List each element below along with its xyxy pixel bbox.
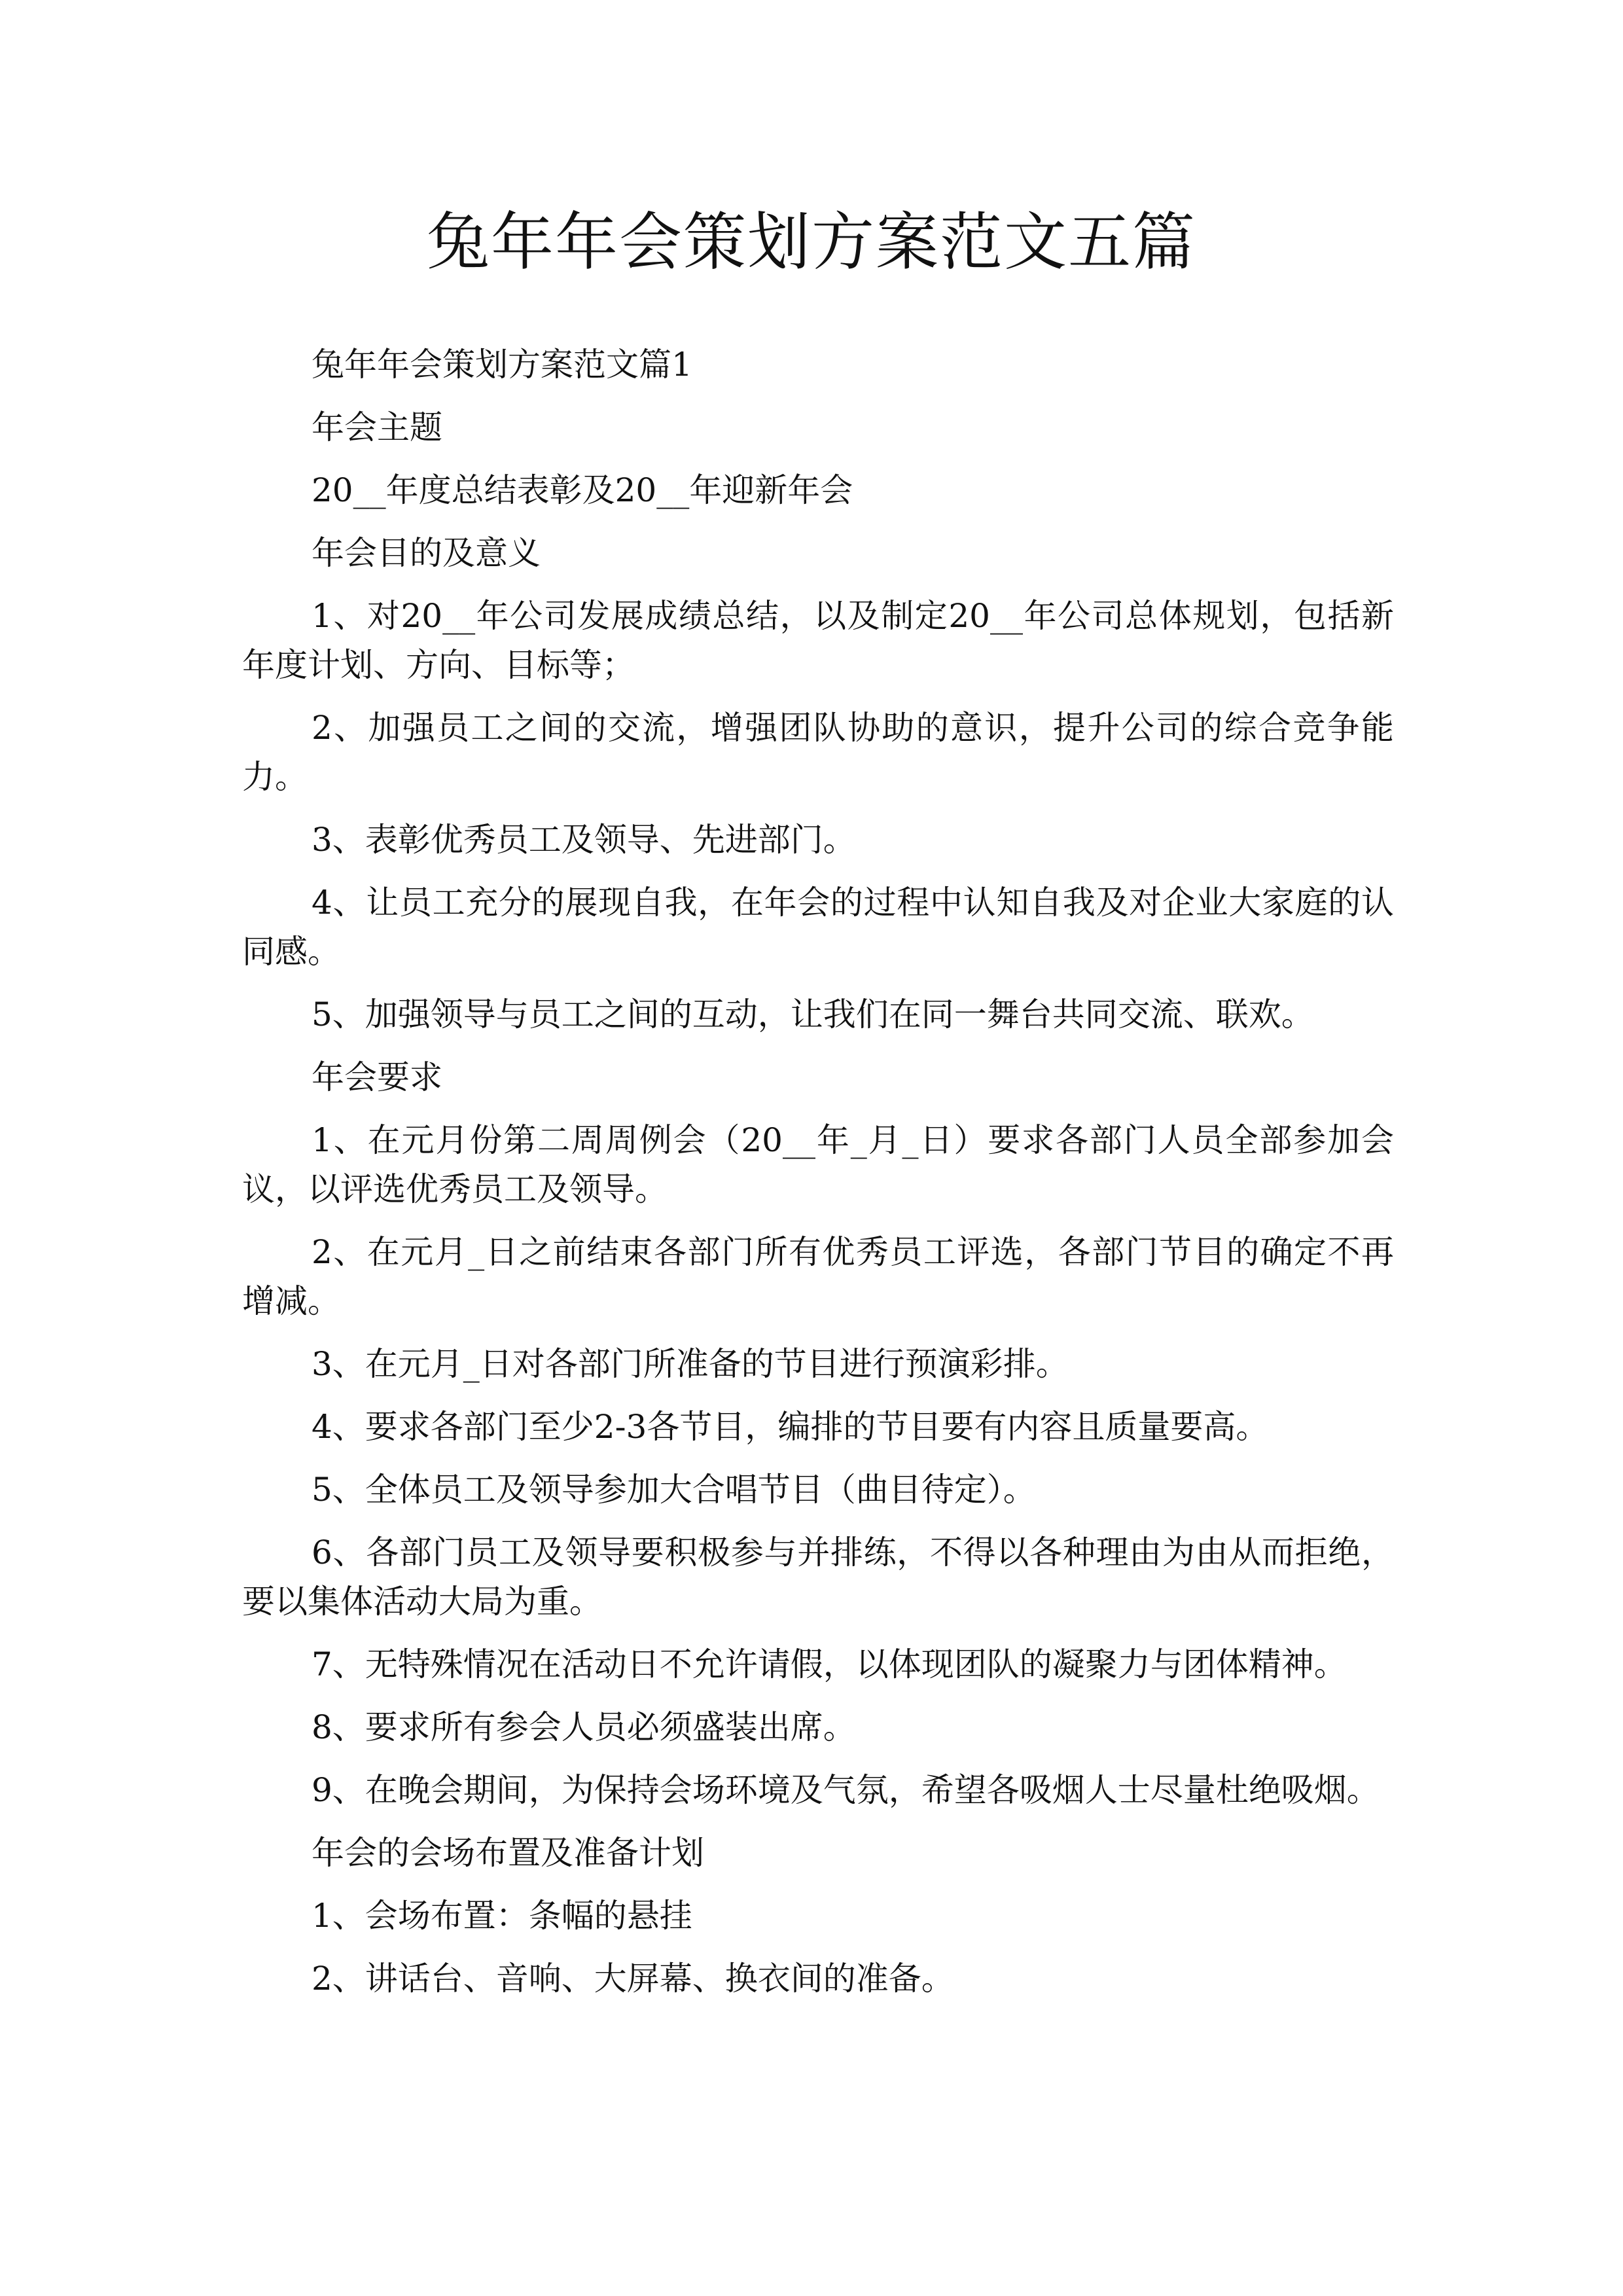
subsection-heading: 年会主题 — [312, 408, 442, 446]
list-item: 1、在元月份第二周周例会（20__年_月_日）要求各部门人员全部参加会议，以评选优秀员工及领导。 — [242, 1121, 1394, 1208]
list-item: 7、无特殊情况在活动日不允许请假，以体现团队的凝聚力与团体精神。 — [312, 1645, 1347, 1683]
list-item: 8、要求所有参会人员必须盛装出席。 — [312, 1708, 856, 1746]
subsection-heading: 年会的会场布置及准备计划 — [312, 1834, 704, 1872]
list-item: 9、在晚会期间，为保持会场环境及气氛，希望各吸烟人士尽量杜绝吸烟。 — [312, 1771, 1380, 1809]
list-item: 2、在元月_日之前结束各部门所有优秀员工评选，各部门节目的确定不再增减。 — [242, 1233, 1394, 1320]
paragraph: 20__年度总结表彰及20__年迎新年会 — [312, 471, 853, 509]
document-body — [242, 340, 1394, 2017]
list-item: 4、要求各部门至少2-3各节目，编排的节目要有内容且质量要高。 — [312, 1408, 1269, 1446]
list-item: 4、让员工充分的展现自我，在年会的过程中认知自我及对企业大家庭的认同感。 — [242, 884, 1394, 971]
list-item: 6、各部门员工及领导要积极参与并排练，不得以各种理由为由从而拒绝，要以集体活动大局为重。 — [242, 1534, 1394, 1621]
list-item: 5、加强领导与员工之间的互动，让我们在同一舞台共同交流、联欢。 — [312, 996, 1314, 1033]
list-item: 3、在元月_日对各部门所准备的节目进行预演彩排。 — [312, 1345, 1069, 1383]
list-item: 5、全体员工及领导参加大合唱节目（曲目待定）。 — [312, 1471, 1036, 1509]
section-heading: 兔年年会策划方案范文篇1 — [312, 346, 692, 384]
list-item: 2、讲话台、音响、大屏幕、换衣间的准备。 — [312, 1960, 954, 1998]
subsection-heading: 年会目的及意义 — [312, 534, 541, 572]
list-item: 1、对20__年公司发展成绩总结，以及制定20__年公司总体规划，包括新年度计划、方向、目标等； — [242, 597, 1394, 684]
list-item: 3、表彰优秀员工及领导、先进部门。 — [312, 821, 856, 859]
subsection-heading: 年会要求 — [312, 1058, 442, 1096]
document-title: 兔年年会策划方案范文五篇 — [427, 206, 1196, 279]
list-item: 2、加强员工之间的交流，增强团队协助的意识，提升公司的综合竞争能力。 — [242, 709, 1394, 796]
list-item: 1、会场布置：条幅的悬挂 — [312, 1897, 692, 1935]
